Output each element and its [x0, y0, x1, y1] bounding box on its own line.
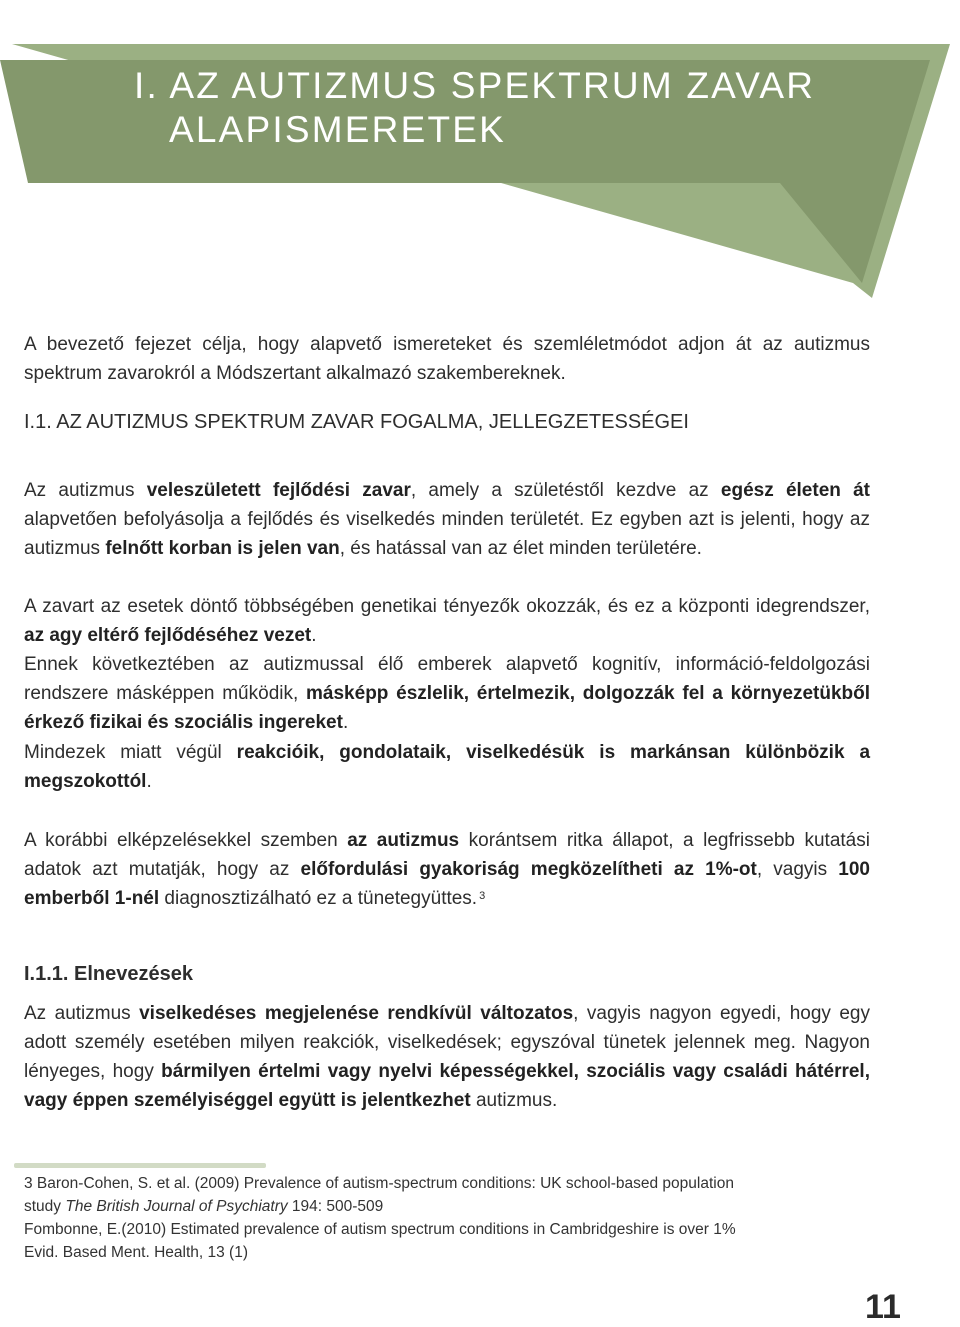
bold-text: másképp észlelik, értelmezik, dolgozzák fel a környezetükből érkező fizikai és szociális ingereket — [24, 683, 870, 733]
text-run: diagnosztizálható ez a tünetegyüttes. — [159, 888, 478, 909]
footnote-ref: 3 — [479, 890, 486, 902]
text-run: . — [146, 771, 152, 792]
subsection-heading: I.1.1. Elnevezések — [24, 963, 194, 985]
footnote-line-2 — [24, 1195, 884, 1218]
bold-text: egész életen át — [720, 480, 870, 501]
bold-text: viselkedéses megjelenése rendkívül változatos — [139, 1003, 574, 1024]
bold-text: reakcióik, gondolataik, viselkedésük is markánsan különbözik a megszokottól — [24, 742, 871, 792]
text-run: Mindezek miatt végül — [24, 742, 237, 763]
section-heading: I.1. AZ AUTIZMUS SPEKTRUM ZAVAR FOGALMA, JELLEGZETESSÉGEI — [24, 411, 689, 433]
chapter-banner — [0, 0, 960, 320]
paragraph-prevalence — [24, 826, 870, 913]
bold-text: bármilyen értelmi vagy nyelvi képességekkel, szociális vagy családi hátérrel, vagy éppen személyiséggel együtt is jelentkezhet — [24, 1061, 870, 1111]
chapter-title — [134, 64, 854, 152]
text-run: A bevezető fejezet célja, hogy alapvető ismereteket és szemléletmódot adjon át az autizmus spektrum zavarokról a Módszertant alkalmazó szakembereknek. — [24, 334, 870, 384]
paragraph-genetics — [24, 592, 870, 650]
chapter-title-line1: I. AZ AUTIZMUS SPEKTRUM ZAVAR — [134, 65, 816, 106]
bold-text: felnőtt korban is jelen van — [105, 538, 340, 559]
text-run: A korábbi elképzelésekkel szemben — [24, 830, 348, 851]
intro-paragraph — [24, 330, 870, 388]
footnote-journal: The British Journal of Psychiatry — [65, 1198, 288, 1215]
bold-text: az agy eltérő fejlődéséhez vezet — [24, 625, 312, 646]
bold-text: 100 emberből 1-nél — [24, 859, 870, 909]
text-run: autizmus. — [470, 1090, 558, 1111]
footnote-line-1: 3 Baron-Cohen, S. et al. (2009) Prevalence of autism-spectrum conditions: UK school-based population — [24, 1175, 734, 1192]
text-run: korántsem ritka állapot, a legfrissebb kutatási adatok azt mutatják, hogy az — [24, 830, 870, 880]
footnote-line-2-prefix: study — [24, 1198, 66, 1215]
bold-text: az autizmus — [347, 830, 460, 851]
footnote-line-4: Evid. Based Ment. Health, 13 (1) — [24, 1244, 249, 1261]
paragraph-definition — [24, 476, 870, 563]
text-run: Ennek következtében az autizmussal élő emberek alapvető kognitív, információ-feldolgozási rendszere másképpen működik, — [24, 654, 870, 704]
text-run: A zavart az esetek döntő többségében genetikai tényezők okozzák, és ez a központi idegrendszer, — [24, 596, 870, 617]
bold-text: veleszületett fejlődési zavar — [146, 480, 411, 501]
footnote-line-2-suffix: 194: 500-509 — [287, 1198, 384, 1215]
paragraph-cognition — [24, 650, 870, 737]
text-run: , amely a születéstől kezdve az — [410, 480, 721, 501]
paragraph-names — [24, 999, 870, 1115]
text-run: , vagyis nagyon egyedi, hogy egy adott személy esetében milyen reakciók, viselkedések; egyszóval tünetek jelennek meg. Nagyon lényeges, hogy — [24, 1003, 870, 1082]
text-run: Az autizmus — [24, 1003, 140, 1024]
paragraph-reactions — [24, 738, 870, 796]
text-run: Az autizmus — [24, 480, 147, 501]
bold-text: előfordulási gyakoriság megközelítheti az 1%-ot — [300, 859, 757, 880]
footnote-line-3: Fombonne, E.(2010) Estimated prevalence of autism spectrum conditions in Cambridgeshire is over 1% — [24, 1221, 736, 1238]
chapter-title-line2: ALAPISMERETEK — [169, 109, 507, 150]
text-run: . — [342, 712, 349, 733]
text-run: , vagyis — [756, 859, 839, 880]
footnote-rule — [14, 1163, 266, 1168]
page-number: 11 — [865, 1288, 901, 1326]
text-run: alapvetően befolyásolja a fejlődés és viselkedés minden területét. Ez egyben azt is jelenti, hogy az autizmus — [24, 509, 870, 559]
text-run: . — [311, 625, 317, 646]
text-run: , és hatással van az élet minden területére. — [339, 538, 702, 559]
